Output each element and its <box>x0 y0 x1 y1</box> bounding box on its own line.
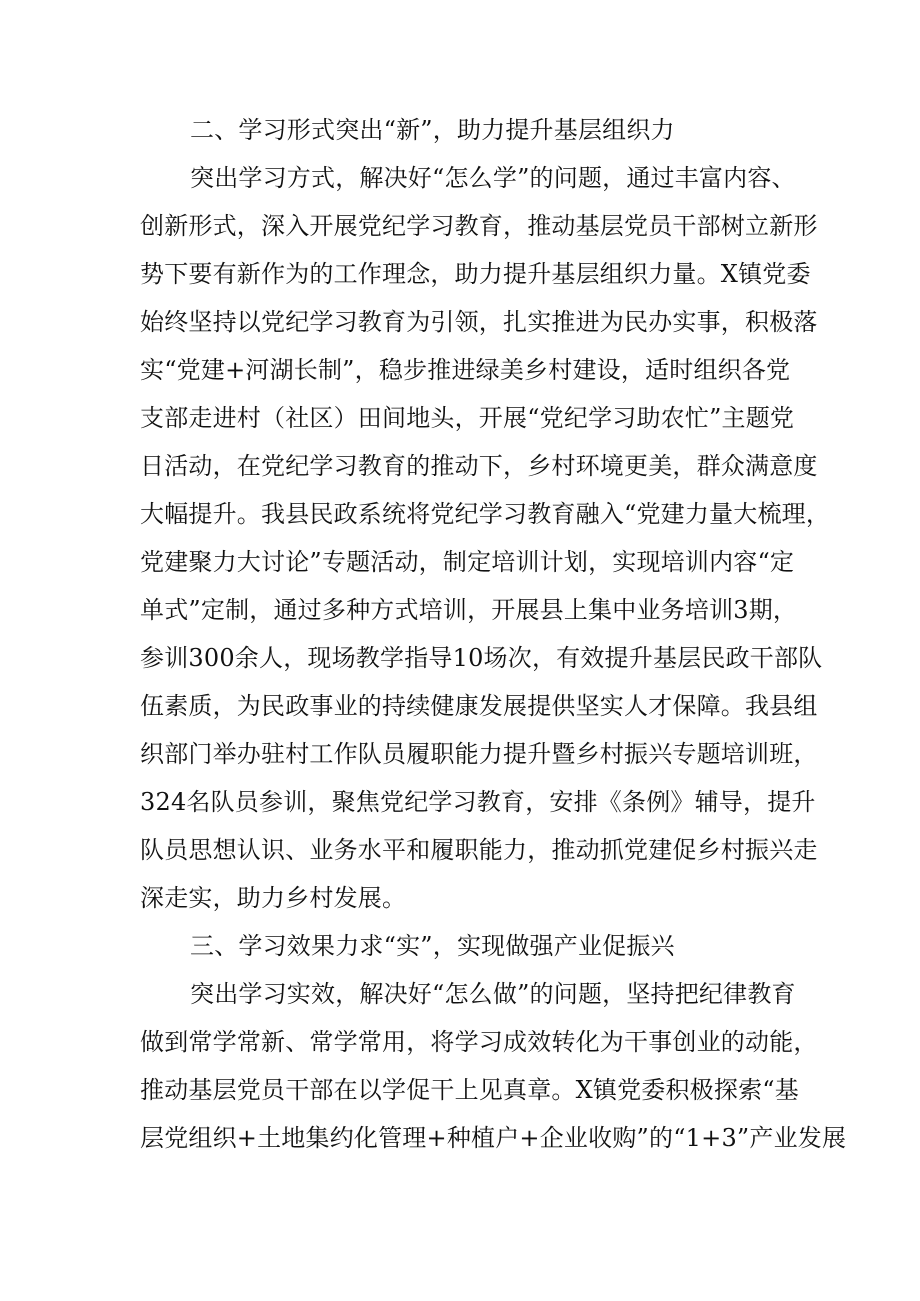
paragraph-line: 大幅提升。我县民政系统将党纪学习教育融入“党建力量大梳理， <box>140 500 831 528</box>
paragraph-line: 党建聚力大讨论”专题活动，制定培训计划，实现培训内容“定 <box>140 548 795 576</box>
paragraph-line: 深走实，助力乡村发展。 <box>140 884 407 912</box>
paragraph-line: 层党组织+土地集约化管理+种植户+企业收购”的“1+3”产业发展 <box>140 1124 847 1152</box>
paragraph-line: 突出学习实效，解决好“怎么做”的问题，坚持把纪律教育 <box>190 980 796 1008</box>
section-heading: 三、学习效果力求“实”，实现做强产业促振兴 <box>190 932 675 960</box>
paragraph-line: 推动基层党员干部在以学促干上见真章。X镇党委积极探索“基 <box>140 1076 799 1104</box>
paragraph-line: 实“党建+河湖长制”，稳步推进绿美乡村建设，适时组织各党 <box>140 356 791 384</box>
paragraph-line: 做到常学常新、常学常用，将学习成效转化为干事创业的动能， <box>140 1028 818 1056</box>
paragraph-line: 参训300余人，现场教学指导10场次，有效提升基层民政干部队 <box>140 644 823 672</box>
paragraph-line: 日活动，在党纪学习教育的推动下，乡村环境更美，群众满意度 <box>140 452 818 480</box>
paragraph-line: 创新形式，深入开展党纪学习教育，推动基层党员干部树立新形 <box>140 212 818 240</box>
paragraph-line: 始终坚持以党纪学习教育为引领，扎实推进为民办实事，积极落 <box>140 308 818 336</box>
paragraph-line: 突出学习方式，解决好“怎么学”的问题，通过丰富内容、 <box>190 164 796 192</box>
paragraph-line: 支部走进村（社区）田间地头，开展“党纪学习助农忙”主题党 <box>140 404 795 432</box>
paragraph-line: 单式”定制，通过多种方式培训，开展县上集中业务培训3期， <box>140 596 798 624</box>
paragraph-line: 势下要有新作为的工作理念，助力提升基层组织力量。X镇党委 <box>140 260 811 288</box>
paragraph-line: 伍素质，为民政事业的持续健康发展提供坚实人才保障。我县组 <box>140 692 818 720</box>
paragraph-line: 324名队员参训，聚焦党纪学习教育，安排《条例》辅导，提升 <box>140 788 816 816</box>
section-heading: 二、学习形式突出“新”，助力提升基层组织力 <box>190 116 675 144</box>
paragraph-line: 织部门举办驻村工作队员履职能力提升暨乡村振兴专题培训班， <box>140 740 818 768</box>
paragraph-line: 队员思想认识、业务水平和履职能力，推动抓党建促乡村振兴走 <box>140 836 818 864</box>
